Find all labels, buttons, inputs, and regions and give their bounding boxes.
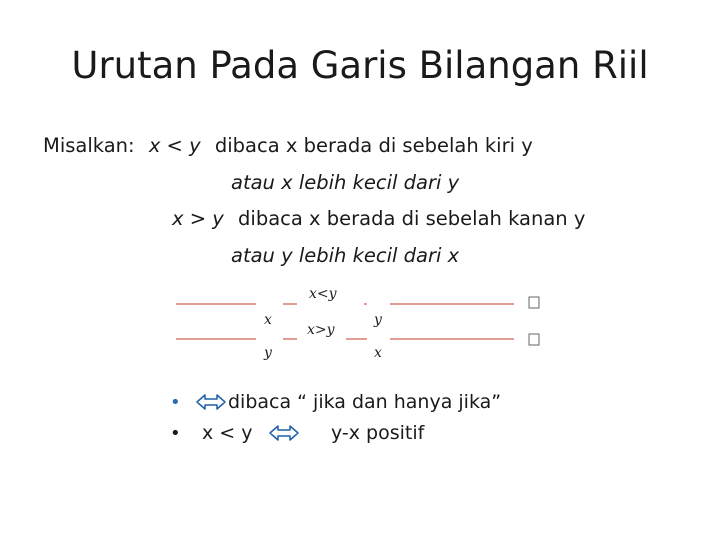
definition-text-3: dibaca x berada di sebelah kanan y <box>238 207 586 230</box>
bullet-item-1 <box>170 391 181 413</box>
row2-point-right: x <box>374 345 382 361</box>
relation-greater-than: x > y <box>172 207 224 230</box>
number-line-diagram <box>0 285 720 365</box>
bullet-item-2 <box>170 422 181 444</box>
definition-line-2: atau x lebih kecil dari y <box>231 171 460 194</box>
bullet-2-right: y-x positif <box>331 422 425 444</box>
relation-less-than: x < y <box>148 134 201 157</box>
row2-relation: x>y <box>307 322 335 338</box>
arrowhead-placeholder-icon <box>529 297 539 308</box>
slide-title: Urutan Pada Garis Bilangan Riil <box>71 44 649 87</box>
bullet-dot: • <box>170 423 181 444</box>
misalkan-label: Misalkan: <box>43 134 135 157</box>
bullet-dot: • <box>170 392 181 413</box>
row1-point-left: x <box>264 312 272 328</box>
row1-point-right: y <box>374 312 382 328</box>
definition-line-3 <box>172 207 585 230</box>
row1-relation: x<y <box>309 286 337 302</box>
definition-line-4: atau y lebih kecil dari x <box>231 244 460 267</box>
arrowhead-placeholder-icon <box>529 334 539 345</box>
double-arrow-icon <box>268 424 300 442</box>
bullet-1-text: dibaca “ jika dan hanya jika” <box>228 391 502 413</box>
double-arrow-icon <box>195 393 227 411</box>
row2-point-left: y <box>264 345 272 361</box>
definition-line-1 <box>43 134 533 157</box>
definition-text-1: dibaca x berada di sebelah kiri y <box>214 134 533 157</box>
bullet-2-left: x < y <box>202 422 253 444</box>
